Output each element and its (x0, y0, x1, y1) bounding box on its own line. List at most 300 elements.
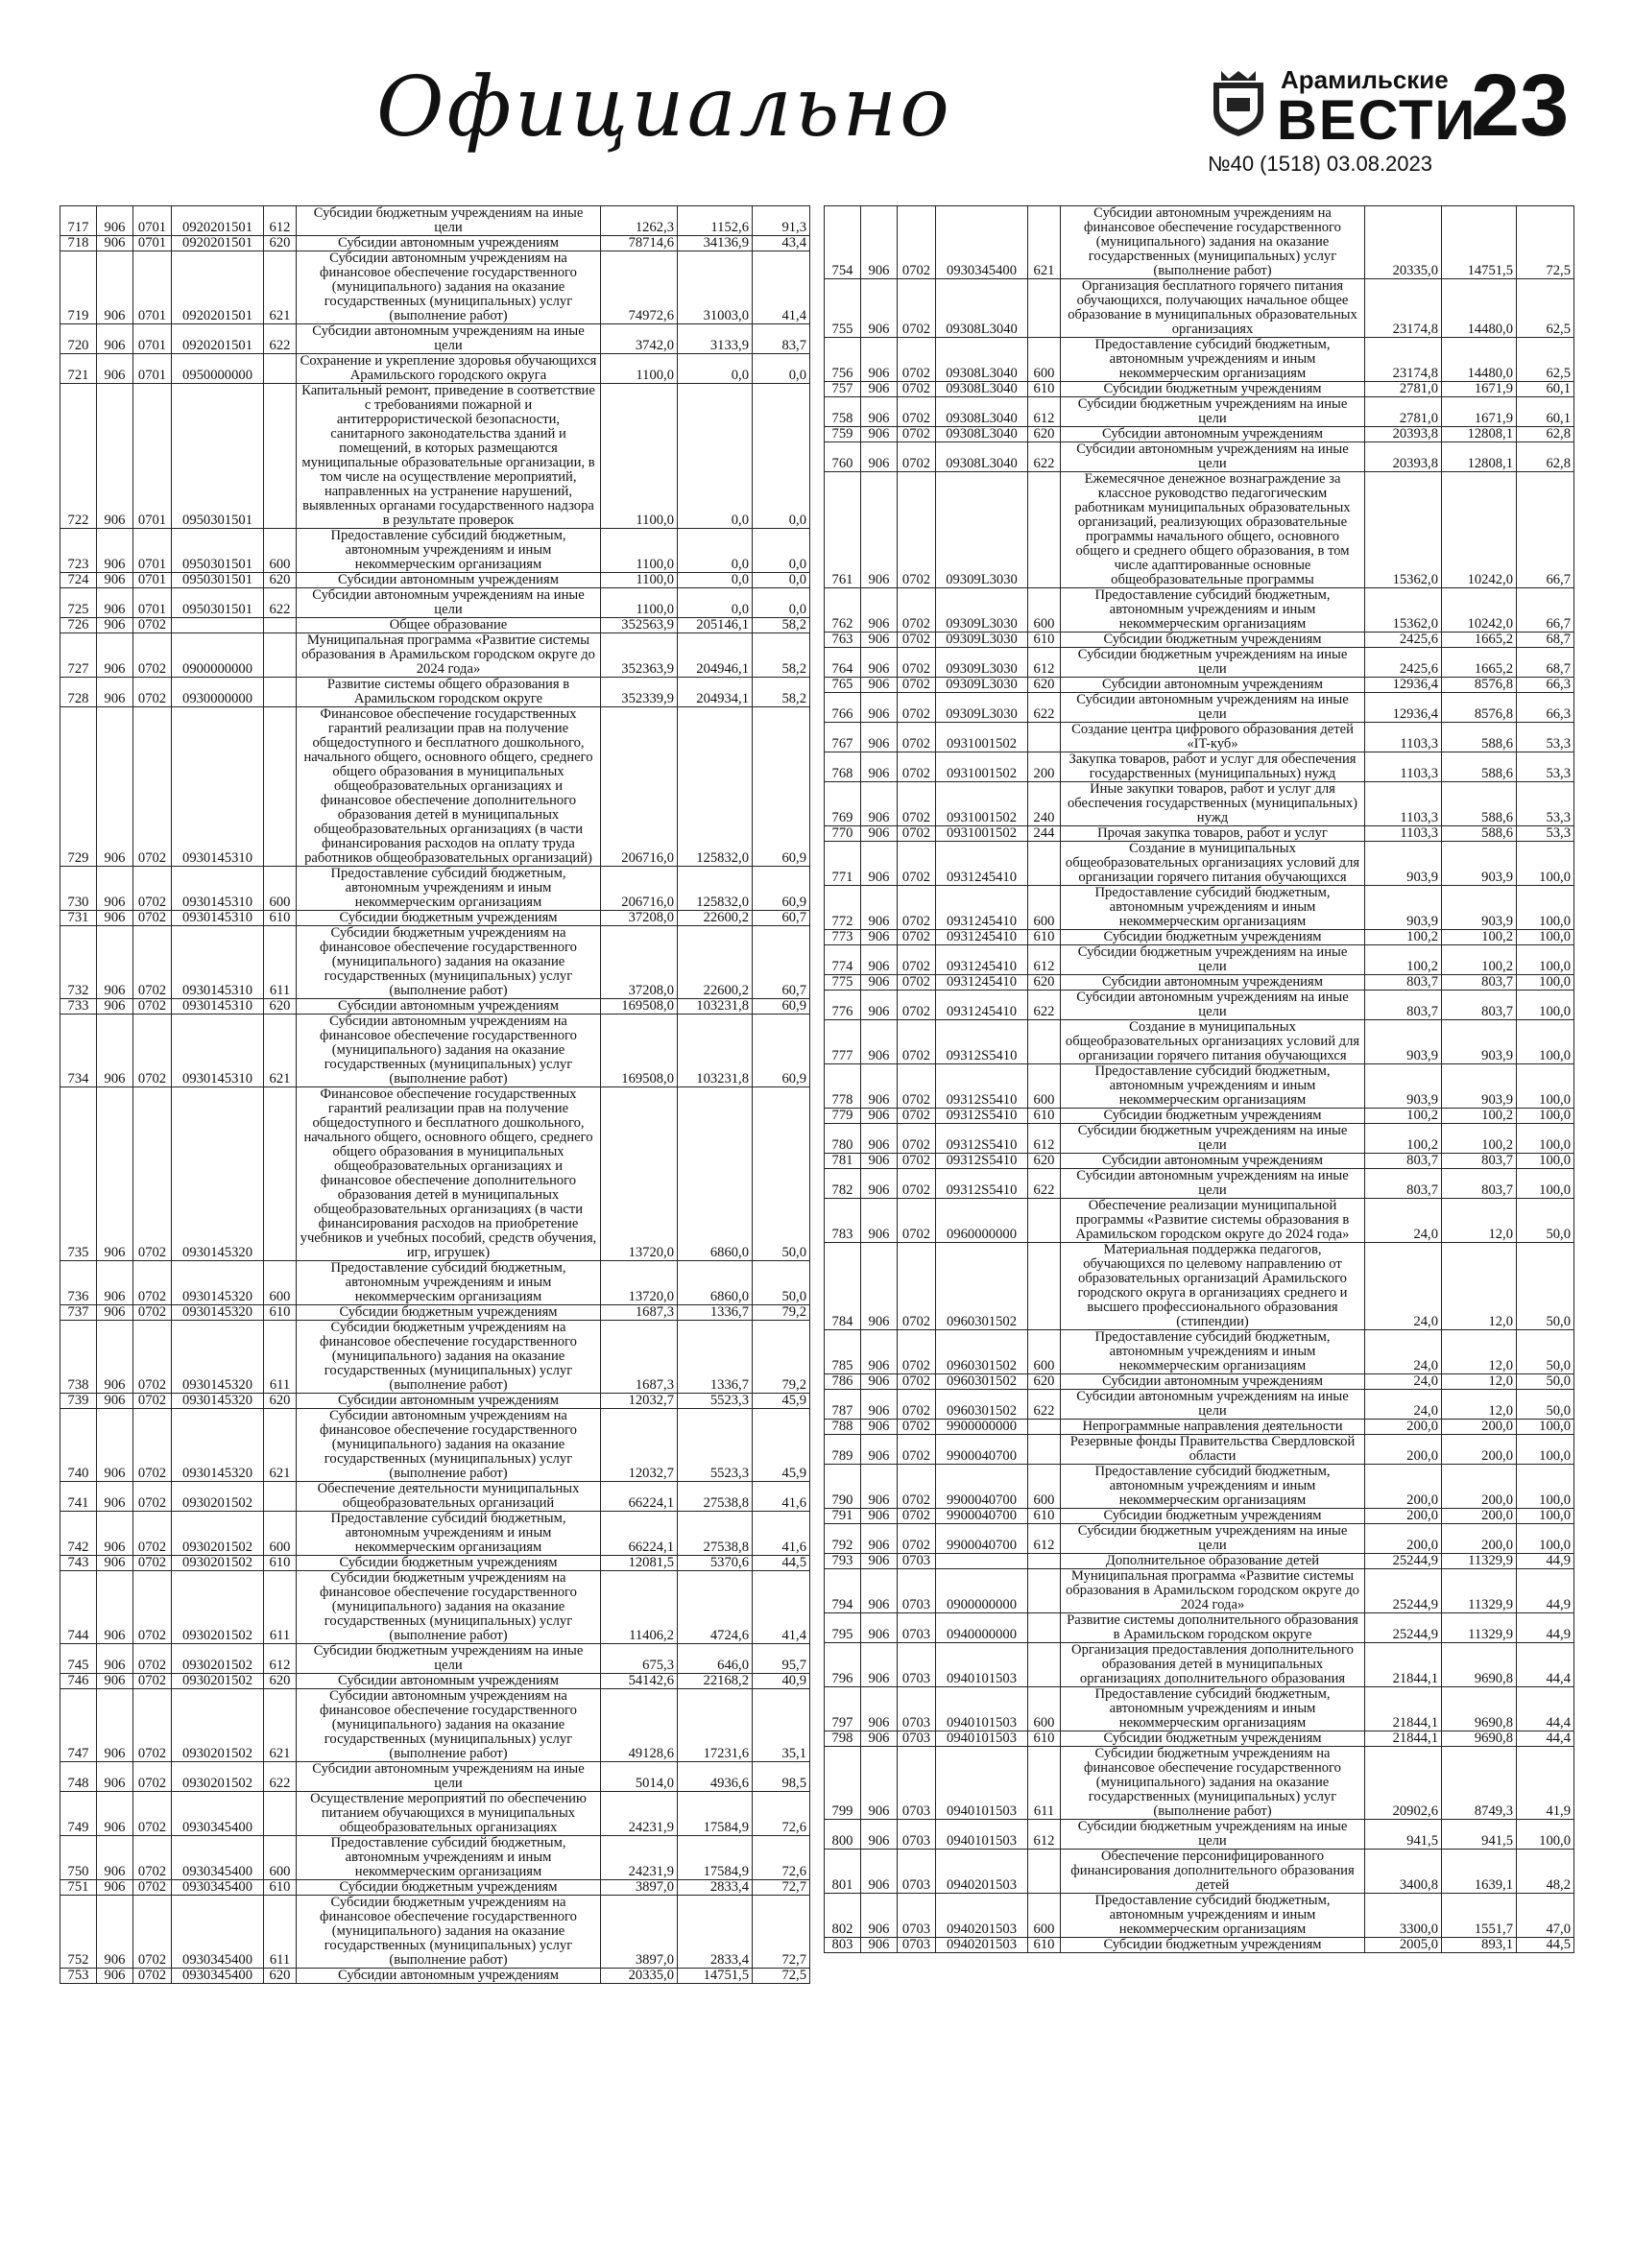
target-article: 0930345400 (172, 1836, 264, 1880)
item-name: Субсидии бюджетным учреждениям на иные цели (1061, 1820, 1365, 1850)
planned-amount: 24231,9 (601, 1792, 678, 1836)
section-title: Официально (376, 60, 952, 155)
row-number: 802 (825, 1894, 861, 1938)
item-name: Субсидии бюджетным учреждениям (1061, 1509, 1365, 1524)
item-name: Субсидии бюджетным учреждениям (1061, 1109, 1365, 1124)
planned-amount: 100,2 (1365, 1109, 1442, 1124)
ministry-code: 906 (97, 1674, 133, 1689)
ministry-code: 906 (97, 1556, 133, 1571)
planned-amount: 74972,6 (601, 251, 678, 324)
item-name: Обеспечение реализации муниципальной программы «Развитие системы образования в Арамильском городском округе до 2024 года» (1061, 1199, 1365, 1243)
ministry-code: 906 (97, 588, 133, 618)
expense-type: 600 (1028, 1465, 1061, 1509)
item-name: Муниципальная программа «Развитие системы образования в Арамильском городском округе до 2024 года» (1061, 1569, 1365, 1613)
planned-amount: 803,7 (1365, 1154, 1442, 1169)
expense-type: 612 (264, 1644, 297, 1674)
expense-type: 610 (1028, 633, 1061, 648)
row-number: 743 (60, 1556, 97, 1571)
table-row (825, 1420, 1574, 1435)
ministry-code: 906 (97, 1644, 133, 1674)
planned-amount: 1103,3 (1365, 782, 1442, 826)
item-name: Обеспечение деятельности муниципальных общеобразовательных организаций (297, 1482, 601, 1512)
executed-amount: 14480,0 (1442, 279, 1517, 338)
newspaper-brand (1135, 60, 1477, 176)
ministry-code: 906 (861, 206, 898, 279)
executed-amount: 17584,9 (678, 1792, 753, 1836)
item-name: Предоставление субсидий бюджетным, автономным учреждениям и иным некоммерческим организациям (1061, 338, 1365, 382)
execution-percent: 50,0 (1517, 1374, 1574, 1390)
executed-amount: 12,0 (1442, 1199, 1517, 1243)
planned-amount: 200,0 (1365, 1524, 1442, 1554)
execution-percent: 100,0 (1517, 1154, 1574, 1169)
ministry-code: 906 (97, 1015, 133, 1087)
item-name: Субсидии бюджетным учреждениям на иные цели (1061, 945, 1365, 975)
row-number: 736 (60, 1261, 97, 1305)
execution-percent: 100,0 (1517, 1435, 1574, 1465)
target-article: 09309L3030 (936, 472, 1028, 588)
page-number: 23 (1471, 57, 1570, 155)
row-number: 794 (825, 1569, 861, 1613)
execution-percent: 45,9 (753, 1394, 810, 1409)
section-code: 0702 (133, 1409, 172, 1482)
execution-percent: 0,0 (753, 573, 810, 588)
ministry-code: 906 (861, 382, 898, 397)
planned-amount: 803,7 (1365, 1169, 1442, 1199)
row-number: 751 (60, 1880, 97, 1896)
section-code: 0702 (898, 279, 936, 338)
table-row (60, 1556, 810, 1571)
ministry-code: 906 (861, 648, 898, 678)
expense-type: 620 (1028, 678, 1061, 693)
item-name: Субсидии автономным учреждениям (297, 573, 601, 588)
executed-amount: 1336,7 (678, 1305, 753, 1321)
table-row (825, 1747, 1574, 1820)
planned-amount: 100,2 (1365, 945, 1442, 975)
row-number: 727 (60, 633, 97, 678)
ministry-code: 906 (97, 354, 133, 384)
ministry-code: 906 (861, 588, 898, 633)
ministry-code: 906 (97, 1689, 133, 1762)
execution-percent: 50,0 (753, 1087, 810, 1261)
left-column (60, 205, 809, 1984)
row-number: 721 (60, 354, 97, 384)
target-article: 0931001502 (936, 782, 1028, 826)
item-name: Дополнительное образование детей (1061, 1554, 1365, 1569)
row-number: 768 (825, 752, 861, 782)
section-code: 0702 (898, 1109, 936, 1124)
executed-amount: 4936,6 (678, 1762, 753, 1792)
ministry-code: 906 (861, 678, 898, 693)
item-name: Субсидии автономным учреждениям (1061, 1374, 1365, 1390)
execution-percent: 41,4 (753, 251, 810, 324)
planned-amount: 3897,0 (601, 1880, 678, 1896)
execution-percent: 53,3 (1517, 826, 1574, 842)
expense-type (1028, 1554, 1061, 1569)
executed-amount: 200,0 (1442, 1465, 1517, 1509)
table-row (825, 1569, 1574, 1613)
executed-amount: 2833,4 (678, 1896, 753, 1969)
execution-percent: 100,0 (1517, 1524, 1574, 1554)
section-code: 0702 (898, 826, 936, 842)
section-code: 0702 (898, 1243, 936, 1330)
executed-amount: 100,2 (1442, 1109, 1517, 1124)
planned-amount: 1103,3 (1365, 826, 1442, 842)
table-row (60, 633, 810, 678)
item-name: Субсидии бюджетным учреждениям на иные цели (1061, 1124, 1365, 1154)
section-code: 0702 (133, 707, 172, 867)
section-code: 0703 (898, 1747, 936, 1820)
expense-type: 600 (264, 867, 297, 911)
row-number: 782 (825, 1169, 861, 1199)
row-number: 725 (60, 588, 97, 618)
target-article: 0930201502 (172, 1644, 264, 1674)
table-row (825, 1613, 1574, 1643)
expense-type: 612 (1028, 648, 1061, 678)
row-number: 741 (60, 1482, 97, 1512)
section-code: 0703 (898, 1613, 936, 1643)
section-code: 0701 (133, 529, 172, 573)
section-code: 0703 (898, 1731, 936, 1747)
target-article: 09309L3030 (936, 678, 1028, 693)
item-name: Субсидии автономным учреждениям на иные цели (1061, 442, 1365, 472)
execution-percent: 41,9 (1517, 1747, 1574, 1820)
executed-amount: 9690,8 (1442, 1731, 1517, 1747)
section-code: 0702 (898, 633, 936, 648)
item-name: Предоставление субсидий бюджетным, автономным учреждениям и иным некоммерческим организациям (297, 1512, 601, 1556)
table-row (60, 573, 810, 588)
planned-amount: 20335,0 (601, 1969, 678, 1984)
section-code: 0702 (133, 867, 172, 911)
row-number: 789 (825, 1435, 861, 1465)
execution-percent: 62,8 (1517, 427, 1574, 442)
execution-percent: 68,7 (1517, 648, 1574, 678)
execution-percent: 50,0 (1517, 1330, 1574, 1374)
executed-amount: 1671,9 (1442, 397, 1517, 427)
section-code: 0702 (898, 693, 936, 723)
target-article: 0930145320 (172, 1261, 264, 1305)
row-number: 730 (60, 867, 97, 911)
ministry-code: 906 (861, 1569, 898, 1613)
planned-amount: 941,5 (1365, 1820, 1442, 1850)
ministry-code: 906 (97, 1321, 133, 1394)
planned-amount: 15362,0 (1365, 472, 1442, 588)
target-article: 09312S5410 (936, 1124, 1028, 1154)
planned-amount: 12032,7 (601, 1409, 678, 1482)
executed-amount: 803,7 (1442, 1154, 1517, 1169)
row-number: 733 (60, 999, 97, 1015)
ministry-code: 906 (97, 1087, 133, 1261)
section-code: 0702 (133, 1305, 172, 1321)
table-row (60, 999, 810, 1015)
target-article: 09309L3030 (936, 633, 1028, 648)
table-row (825, 472, 1574, 588)
ministry-code: 906 (861, 1613, 898, 1643)
ministry-code: 906 (861, 1124, 898, 1154)
target-article: 0931001502 (936, 723, 1028, 752)
row-number: 734 (60, 1015, 97, 1087)
expense-type: 620 (264, 236, 297, 251)
table-row (60, 236, 810, 251)
execution-percent: 60,7 (753, 911, 810, 926)
target-article: 09309L3030 (936, 648, 1028, 678)
expense-type: 610 (264, 1305, 297, 1321)
executed-amount: 22600,2 (678, 926, 753, 999)
ministry-code: 906 (861, 279, 898, 338)
executed-amount: 0,0 (678, 573, 753, 588)
section-code: 0701 (133, 573, 172, 588)
planned-amount: 24,0 (1365, 1390, 1442, 1420)
section-code: 0702 (133, 1087, 172, 1261)
executed-amount: 27538,8 (678, 1512, 753, 1556)
table-row (825, 1509, 1574, 1524)
execution-percent: 44,9 (1517, 1569, 1574, 1613)
expense-type: 610 (1028, 1938, 1061, 1953)
section-code: 0703 (898, 1820, 936, 1850)
row-number: 724 (60, 573, 97, 588)
ministry-code: 906 (861, 633, 898, 648)
execution-percent: 50,0 (1517, 1199, 1574, 1243)
issue-info: №40 (1518) 03.08.2023 (1208, 152, 1432, 176)
table-row (825, 633, 1574, 648)
row-number: 792 (825, 1524, 861, 1554)
row-number: 726 (60, 618, 97, 633)
planned-amount: 206716,0 (601, 707, 678, 867)
executed-amount: 10242,0 (1442, 588, 1517, 633)
table-row (60, 867, 810, 911)
planned-amount: 66224,1 (601, 1482, 678, 1512)
table-row (60, 678, 810, 707)
section-code: 0702 (133, 618, 172, 633)
ministry-code: 906 (97, 1571, 133, 1644)
ministry-code: 906 (97, 1792, 133, 1836)
item-name: Субсидии автономным учреждениям на иные цели (297, 588, 601, 618)
planned-amount: 25244,9 (1365, 1554, 1442, 1569)
table-row (60, 1321, 810, 1394)
table-row (825, 1199, 1574, 1243)
expense-type (1028, 1643, 1061, 1687)
planned-amount: 3742,0 (601, 324, 678, 354)
target-article: 0940201503 (936, 1938, 1028, 1953)
target-article: 0930145310 (172, 911, 264, 926)
expense-type: 240 (1028, 782, 1061, 826)
row-number: 765 (825, 678, 861, 693)
section-code: 0702 (898, 442, 936, 472)
planned-amount: 100,2 (1365, 1124, 1442, 1154)
table-row (825, 1731, 1574, 1747)
execution-percent: 60,9 (753, 999, 810, 1015)
expense-type (1028, 1420, 1061, 1435)
item-name: Субсидии бюджетным учреждениям (1061, 930, 1365, 945)
planned-amount: 24,0 (1365, 1330, 1442, 1374)
target-article: 0940000000 (936, 1613, 1028, 1643)
expense-type (264, 384, 297, 529)
item-name: Субсидии автономным учреждениям (297, 1969, 601, 1984)
row-number: 770 (825, 826, 861, 842)
section-code: 0702 (898, 382, 936, 397)
item-name: Субсидии автономным учреждениям (297, 1674, 601, 1689)
target-article: 0930345400 (172, 1969, 264, 1984)
expense-type: 611 (1028, 1747, 1061, 1820)
executed-amount: 5523,3 (678, 1409, 753, 1482)
target-article: 0930201502 (172, 1571, 264, 1644)
table-row (825, 427, 1574, 442)
executed-amount: 14751,5 (678, 1969, 753, 1984)
item-name: Сохранение и укрепление здоровья обучающихся Арамильского городского округа (297, 354, 601, 384)
expense-type: 620 (1028, 975, 1061, 991)
row-number: 763 (825, 633, 861, 648)
target-article: 0930145320 (172, 1321, 264, 1394)
row-number: 747 (60, 1689, 97, 1762)
section-code: 0702 (898, 945, 936, 975)
expense-type: 610 (1028, 1109, 1061, 1124)
expense-type: 612 (1028, 1524, 1061, 1554)
item-name: Субсидии бюджетным учреждениям на финансовое обеспечение государственного (муниципального) задания на оказание государственных (муниципальных) услуг (выполнение работ) (297, 1321, 601, 1394)
executed-amount: 1336,7 (678, 1321, 753, 1394)
execution-percent: 60,1 (1517, 397, 1574, 427)
executed-amount: 200,0 (1442, 1420, 1517, 1435)
section-code: 0701 (133, 236, 172, 251)
expense-type (264, 1792, 297, 1836)
expense-type (1028, 472, 1061, 588)
item-name: Субсидии бюджетным учреждениям (1061, 633, 1365, 648)
row-number: 766 (825, 693, 861, 723)
item-name: Субсидии автономным учреждениям на финансовое обеспечение государственного (муниципального) задания на оказание государственных (муниципальных) услуг (выполнение работ) (297, 251, 601, 324)
table-row (825, 1554, 1574, 1569)
section-code: 0702 (133, 1482, 172, 1512)
item-name: Субсидии автономным учреждениям на финансовое обеспечение государственного (муниципального) задания на оказание государственных (муниципальных) услуг (выполнение работ) (297, 1689, 601, 1762)
target-article: 0930201502 (172, 1689, 264, 1762)
table-row (825, 648, 1574, 678)
table-row (60, 618, 810, 633)
table-row (60, 1792, 810, 1836)
table-row (825, 1064, 1574, 1109)
execution-percent: 0,0 (753, 588, 810, 618)
executed-amount: 12,0 (1442, 1374, 1517, 1390)
target-article: 0950301501 (172, 573, 264, 588)
target-article: 0900000000 (172, 633, 264, 678)
section-code: 0702 (898, 991, 936, 1020)
planned-amount: 37208,0 (601, 926, 678, 999)
execution-percent: 100,0 (1517, 1509, 1574, 1524)
target-article: 0930201502 (172, 1512, 264, 1556)
section-code: 0702 (898, 1420, 936, 1435)
item-name: Предоставление субсидий бюджетным, автономным учреждениям и иным некоммерческим организациям (1061, 1687, 1365, 1731)
execution-percent: 44,4 (1517, 1643, 1574, 1687)
ministry-code: 906 (861, 1554, 898, 1569)
planned-amount: 1100,0 (601, 354, 678, 384)
planned-amount: 2425,6 (1365, 633, 1442, 648)
executed-amount: 893,1 (1442, 1938, 1517, 1953)
ministry-code: 906 (97, 206, 133, 236)
expense-type: 620 (264, 999, 297, 1015)
planned-amount: 25244,9 (1365, 1569, 1442, 1613)
ministry-code: 906 (97, 1394, 133, 1409)
ministry-code: 906 (861, 886, 898, 930)
ministry-code: 906 (97, 1969, 133, 1984)
execution-percent: 100,0 (1517, 842, 1574, 886)
planned-amount: 13720,0 (601, 1087, 678, 1261)
expense-type (1028, 1243, 1061, 1330)
expense-type: 611 (264, 1896, 297, 1969)
target-article: 0930345400 (172, 1896, 264, 1969)
execution-percent: 79,2 (753, 1305, 810, 1321)
section-code: 0702 (898, 397, 936, 427)
planned-amount: 200,0 (1365, 1509, 1442, 1524)
executed-amount: 34136,9 (678, 236, 753, 251)
section-code: 0702 (898, 1154, 936, 1169)
planned-amount: 169508,0 (601, 1015, 678, 1087)
section-code: 0702 (133, 1644, 172, 1674)
ministry-code: 906 (861, 1109, 898, 1124)
target-article: 0940101503 (936, 1643, 1028, 1687)
planned-amount: 3897,0 (601, 1896, 678, 1969)
item-name: Субсидии бюджетным учреждениям на иные цели (1061, 648, 1365, 678)
section-code: 0702 (898, 588, 936, 633)
expense-type (264, 354, 297, 384)
target-article: 0930201502 (172, 1482, 264, 1512)
expense-type: 612 (1028, 1820, 1061, 1850)
section-code: 0702 (898, 1020, 936, 1064)
item-name: Субсидии бюджетным учреждениям на иные цели (1061, 1524, 1365, 1554)
expense-type: 622 (1028, 991, 1061, 1020)
executed-amount: 588,6 (1442, 826, 1517, 842)
row-number: 801 (825, 1850, 861, 1894)
table-row (825, 338, 1574, 382)
table-row (60, 384, 810, 529)
execution-percent: 62,8 (1517, 442, 1574, 472)
item-name: Резервные фонды Правительства Свердловской области (1061, 1435, 1365, 1465)
planned-amount: 66224,1 (601, 1512, 678, 1556)
executed-amount: 9690,8 (1442, 1643, 1517, 1687)
table-row (60, 1762, 810, 1792)
executed-amount: 588,6 (1442, 752, 1517, 782)
target-article: 09308L3040 (936, 397, 1028, 427)
row-number: 745 (60, 1644, 97, 1674)
planned-amount: 5014,0 (601, 1762, 678, 1792)
execution-percent: 66,3 (1517, 693, 1574, 723)
expense-type: 621 (264, 251, 297, 324)
target-article: 09308L3040 (936, 279, 1028, 338)
table-row (60, 1305, 810, 1321)
item-name: Субсидии автономным учреждениям (1061, 678, 1365, 693)
planned-amount: 25244,9 (1365, 1613, 1442, 1643)
execution-percent: 35,1 (753, 1689, 810, 1762)
execution-percent: 62,5 (1517, 338, 1574, 382)
table-row (825, 397, 1574, 427)
execution-percent: 83,7 (753, 324, 810, 354)
row-number: 772 (825, 886, 861, 930)
expense-type: 622 (1028, 693, 1061, 723)
item-name: Субсидии бюджетным учреждениям (297, 1880, 601, 1896)
planned-amount: 206716,0 (601, 867, 678, 911)
expense-type: 612 (1028, 397, 1061, 427)
item-name: Осуществление мероприятий по обеспечению питанием обучающихся в муниципальных общеобразовательных организациях (297, 1792, 601, 1836)
execution-percent: 50,0 (1517, 1390, 1574, 1420)
section-code: 0702 (133, 999, 172, 1015)
planned-amount: 11406,2 (601, 1571, 678, 1644)
ministry-code: 906 (861, 1169, 898, 1199)
expense-type: 620 (264, 573, 297, 588)
section-code: 0702 (898, 1199, 936, 1243)
section-code: 0703 (898, 1687, 936, 1731)
planned-amount: 23174,8 (1365, 338, 1442, 382)
executed-amount: 17231,6 (678, 1689, 753, 1762)
table-row (60, 911, 810, 926)
section-code: 0702 (898, 1374, 936, 1390)
table-row (60, 529, 810, 573)
table-row (825, 1820, 1574, 1850)
execution-percent: 100,0 (1517, 991, 1574, 1020)
